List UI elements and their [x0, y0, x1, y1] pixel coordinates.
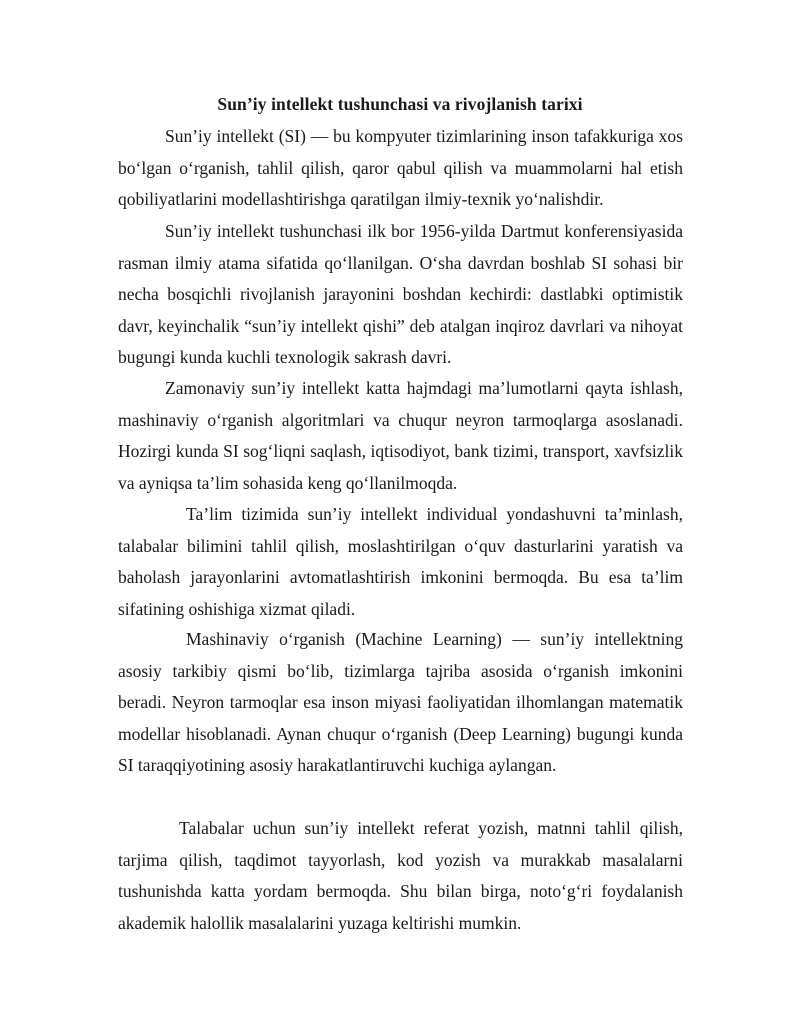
paragraph-education: Ta’lim tizimida sun’iy intellekt individual yondashuvni ta’minlash, talabalar bilimini tahlil qilish, moslashtirilgan o‘quv dasturlarini yaratish va baholash jarayonlarini avtomatlashtirish imkonini bermoqda. Bu esa ta’lim sifatining oshishiga xizmat qiladi. — [118, 504, 683, 619]
document-title: Sun’iy intellekt tushunchasi va rivojlanish tarixi — [217, 94, 583, 114]
paragraph-machine-learning: Mashinaviy o‘rganish (Machine Learning) — sun’iy intellektning asosiy tarkibiy qismi bo‘lib, tizimlarga tajriba asosida o‘rganish imkonini beradi. Neyron tarmoqlar esa inson miyasi faoliyatidan ilhomlangan matematik modellar hisoblanadi. Aynan chuqur o‘rganish (Deep Learning) bugungi kunda SI taraqqiyotining asosiy harakatlantiruvchi kuchiga aylangan. — [118, 629, 683, 775]
paragraph-students: Talabalar uchun sun’iy intellekt referat yozish, matnni tahlil qilish, tarjima qilish, taqdimot tayyorlash, kod yozish va murakkab masalalarni tushunishda katta yordam bermoqda. Shu bilan birga, noto‘g‘ri foydalanish akademik halollik masalalarini yuzaga keltirishi mumkin. — [118, 818, 683, 933]
paragraph-definition: Sun’iy intellekt (SI) — bu kompyuter tizimlarining inson tafakkuriga xos bo‘lgan o‘rganish, tahlil qilish, qaror qabul qilish va muammolarni hal etish qobiliyatlarini modellashtirishga qaratilgan ilmiy-texnik yo‘nalishdir. — [118, 126, 683, 209]
paragraph-modern-ai: Zamonaviy sun’iy intellekt katta hajmdagi ma’lumotlarni qayta ishlash, mashinaviy o‘rganish algoritmlari va chuqur neyron tarmoqlarga asoslanadi. Hozirgi kunda SI sog‘liqni saqlash, iqtisodiyot, bank tizimi, transport, xavfsizlik va ayniqsa ta’lim sohasida keng qo‘llanilmoqda. — [118, 378, 683, 493]
paragraph-history: Sun’iy intellekt tushunchasi ilk bor 1956-yilda Dartmut konferensiyasida rasman ilmiy atama sifatida qo‘llanilgan. O‘sha davrdan boshlab SI sohasi bir necha bosqichli rivojlanish jarayonini boshdan kechirdi: dastlabki optimistik davr, keyinchalik “sun’iy intellekt qishi” deb atalgan inqiroz davrlari va nihoyat bugungi kunda kuchli texnologik sakrash davri. — [118, 221, 683, 367]
